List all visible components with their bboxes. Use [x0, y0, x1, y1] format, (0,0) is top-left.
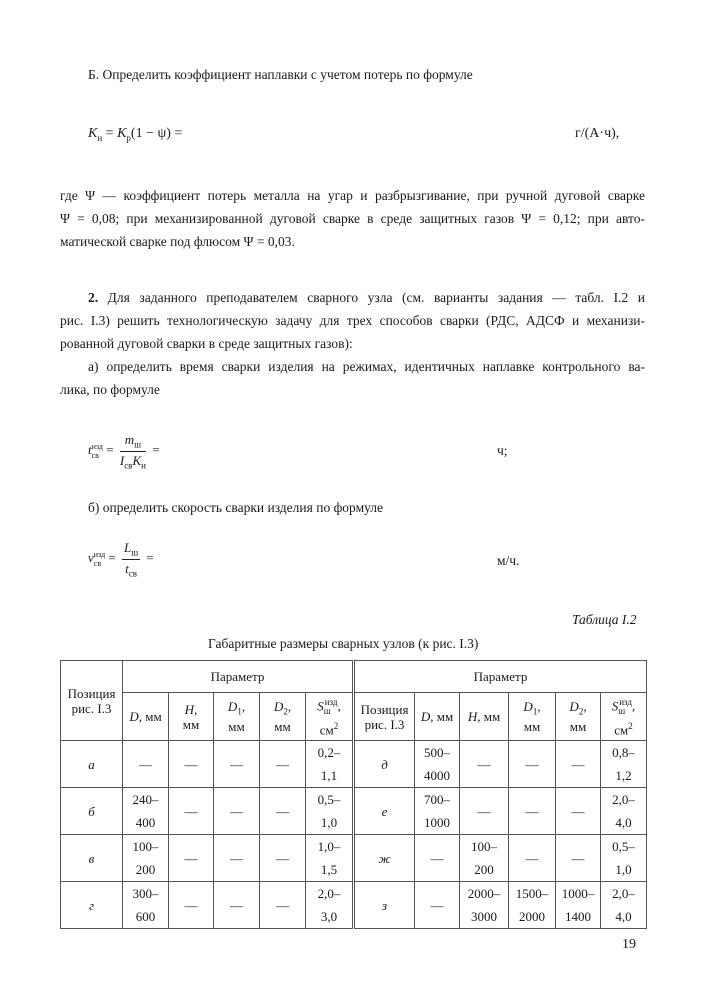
value-cell-h — [460, 882, 509, 929]
formula-symbol: I — [119, 452, 125, 468]
value-cell-d1 — [509, 882, 556, 929]
cell-line: — — [184, 803, 198, 819]
cell-line: 1,0– — [317, 839, 341, 854]
col-header-d2: $D_2$, мм — [260, 693, 306, 741]
cell-line: — — [184, 756, 198, 772]
cell-line: — — [230, 850, 243, 866]
value-cell-h — [169, 788, 214, 835]
cell-line: — — [276, 850, 289, 866]
position-cell: з — [354, 882, 415, 929]
formula-equals: = — [152, 442, 160, 458]
task-2-paragraph — [60, 286, 645, 401]
cell-line: 2,0– — [317, 886, 341, 901]
paragraph-line: Ψ = 0,08; при механизированной дуговой сварке в среде защитных газов Ψ = 0,12; при авто- — [60, 211, 645, 226]
cell-line: 2,0– — [612, 792, 635, 807]
formula-symbol: K — [117, 126, 127, 141]
formula-superscript: изд — [93, 550, 106, 560]
paragraph-text: Для заданного преподавателем сварного узла (см. варианты задания — табл. I.2 и — [98, 290, 645, 305]
cell-line: 100– — [471, 839, 497, 854]
formula-subscript: ш — [131, 547, 139, 558]
cell-line: 500– — [424, 745, 450, 760]
cell-line: — — [230, 803, 243, 819]
value-cell-d2 — [260, 835, 306, 882]
value-cell-h — [169, 882, 214, 929]
dimensions-table — [60, 660, 647, 929]
position-header: Позиция рис. I.3 — [354, 693, 415, 741]
cell-line: 400 — [135, 815, 156, 830]
formula-unit: ч; — [497, 443, 508, 458]
value-cell-s — [601, 788, 647, 835]
cell-line: 4,0 — [615, 909, 632, 924]
value-cell-h — [460, 741, 509, 788]
formula-subscript: св — [128, 568, 138, 579]
col-header-s: $S_ш^{изд}$, $см^2$ — [601, 693, 647, 741]
formula-equals: = — [146, 550, 154, 566]
cell-line: 3000 — [471, 909, 497, 924]
cell-line: — — [571, 850, 585, 866]
cell-line: 0,2– — [317, 745, 341, 760]
cell-line: 0,5– — [317, 792, 341, 807]
cell-line: 1,1 — [320, 768, 338, 783]
formula-symbol: v — [88, 550, 94, 566]
formula-unit: м/ч. — [497, 553, 520, 568]
cell-line: — — [525, 850, 539, 866]
parameter-group-header: Параметр — [354, 661, 647, 693]
table-subheader-row — [61, 693, 647, 741]
formula-subscript: св — [91, 451, 99, 461]
paragraph-line — [60, 286, 645, 309]
value-cell-d2 — [260, 741, 306, 788]
cell-line: 2000– — [467, 886, 501, 901]
col-header-d2: $D_2$, мм — [556, 693, 601, 741]
paragraph-line: лика, по формуле — [60, 382, 160, 397]
value-cell-d2 — [556, 882, 601, 929]
value-cell-s — [306, 835, 354, 882]
cell-line: 1,0 — [615, 862, 632, 877]
value-cell-s — [601, 882, 647, 929]
cell-line: 240– — [132, 792, 159, 807]
cell-line: — — [230, 756, 243, 772]
cell-line: 1500– — [515, 886, 549, 901]
formula-deposition-coefficient: $K_н = K_р(1 - \psi)$ = — [88, 126, 183, 143]
cell-line: 1,2 — [615, 768, 632, 783]
formula-symbol: t — [88, 442, 92, 458]
col-header-h: H, мм — [169, 693, 214, 741]
value-cell-d — [123, 741, 169, 788]
formula-symbol: K — [88, 126, 98, 141]
value-cell-d2 — [556, 788, 601, 835]
value-cell-d1 — [214, 741, 260, 788]
cell-line: — — [571, 803, 585, 819]
paragraph-line: рис. I.3) решить технологическую задачу для трех способов сварки (РДС, АДСФ и механизи- — [60, 313, 645, 328]
cell-line: — — [525, 756, 539, 772]
value-cell-h — [460, 835, 509, 882]
fraction — [120, 432, 146, 470]
value-cell-d1 — [509, 741, 556, 788]
position-cell: а — [61, 741, 123, 788]
formula-unit: г/(А·ч), — [575, 126, 620, 141]
cell-line: 4,0 — [615, 815, 632, 830]
formula-superscript: изд — [91, 442, 103, 452]
position-header: Позиция рис. I.3 — [61, 661, 123, 741]
section-b-heading: Б. Определить коэффициент наплавки с учетом потерь по формуле — [88, 67, 473, 82]
value-cell-h — [169, 835, 214, 882]
cell-line: 200 — [135, 862, 156, 877]
formula-subscript: ш — [134, 439, 142, 450]
table-title: Габаритные размеры сварных узлов (к рис. I.3) — [208, 636, 479, 651]
cell-line: — — [184, 897, 198, 913]
col-header-d1: $D_1$, мм — [509, 693, 556, 741]
value-cell-d — [123, 788, 169, 835]
loss-coefficient-paragraph — [60, 184, 645, 253]
cell-line: 1400 — [565, 909, 591, 924]
value-cell-d1 — [214, 835, 260, 882]
value-cell-d — [123, 835, 169, 882]
value-cell-s — [306, 882, 354, 929]
value-cell-s — [601, 741, 647, 788]
value-cell-d — [415, 835, 460, 882]
col-header-s: $S_ш^{изд}$, $см^2$ — [306, 693, 354, 741]
cell-line: — — [276, 756, 289, 772]
formula-symbol: m — [124, 432, 135, 447]
table-row — [61, 788, 647, 835]
formula-subscript: р — [126, 132, 131, 143]
cell-line: 2,0– — [612, 886, 635, 901]
formula-symbol: K — [132, 452, 142, 468]
value-cell-d1 — [509, 835, 556, 882]
table-header-row — [61, 661, 647, 693]
cell-line: — — [139, 756, 152, 772]
position-cell: в — [61, 835, 123, 882]
cell-line: — — [571, 756, 585, 772]
value-cell-d — [415, 741, 460, 788]
value-cell-h — [169, 741, 214, 788]
position-cell: е — [354, 788, 415, 835]
table-row — [61, 882, 647, 929]
cell-line: — — [230, 897, 243, 913]
cell-line: 1,5 — [320, 862, 338, 877]
cell-line: 0,5– — [612, 839, 635, 854]
position-cell: г — [61, 882, 123, 929]
cell-line: — — [477, 803, 491, 819]
paragraph-line: матической сварке под флюсом Ψ = 0,03. — [60, 234, 295, 249]
value-cell-d1 — [214, 882, 260, 929]
value-cell-d2 — [260, 788, 306, 835]
position-cell: б — [61, 788, 123, 835]
task-number: 2. — [88, 290, 99, 305]
formula-subscript: н — [97, 132, 103, 143]
value-cell-s — [306, 788, 354, 835]
cell-line: 600 — [135, 909, 156, 924]
formula-welding-speed: v изд св = $\frac{L_ш}{t_{св}}$ = — [88, 540, 154, 579]
value-cell-d2 — [556, 835, 601, 882]
cell-line: 700– — [424, 792, 450, 807]
cell-line: 0,8– — [612, 745, 635, 760]
table-row — [61, 741, 647, 788]
cell-line: 2000 — [519, 909, 545, 924]
item-b-text: б) определить скорость сварки изделия по формуле — [88, 500, 384, 515]
col-header-d: D, мм — [123, 693, 169, 741]
table-label: Таблица I.2 — [572, 612, 637, 627]
cell-line: 100– — [132, 839, 159, 854]
col-header-d1: $D_1$, мм — [214, 693, 260, 741]
cell-line: 200 — [474, 862, 494, 877]
value-cell-d1 — [509, 788, 556, 835]
cell-line: — — [276, 803, 289, 819]
cell-line: — — [477, 756, 491, 772]
formula-subscript: св — [124, 460, 133, 471]
cell-line: 300– — [132, 886, 159, 901]
cell-line: 1000 — [424, 815, 450, 830]
cell-line: — — [276, 897, 289, 913]
value-cell-d1 — [214, 788, 260, 835]
parameter-group-header: Параметр — [123, 661, 354, 693]
position-cell: д — [354, 741, 415, 788]
formula-tail: (1 − ψ) = — [130, 126, 183, 141]
formula-subscript: н — [141, 460, 146, 471]
value-cell-d2 — [556, 741, 601, 788]
cell-line: — — [430, 850, 444, 866]
value-cell-s — [306, 741, 354, 788]
formula-symbol: L — [124, 540, 132, 555]
col-header-h: H, мм — [460, 693, 509, 741]
page-number: 19 — [622, 937, 636, 952]
paragraph-line: а) определить время сварки изделия на режимах, идентичных наплавке контрольного ва- — [88, 359, 645, 374]
value-cell-h — [460, 788, 509, 835]
table-row — [61, 835, 647, 882]
cell-line: 1000– — [561, 886, 595, 901]
formula-symbol: t — [125, 560, 129, 576]
col-header-d: D, мм — [415, 693, 460, 741]
value-cell-d2 — [260, 882, 306, 929]
value-cell-d — [123, 882, 169, 929]
formula-welding-time: t изд св = $\frac{m_ш}{I_{св}K_н}$ = — [88, 432, 160, 471]
formula-subscript: св — [93, 559, 102, 569]
value-cell-s — [601, 835, 647, 882]
cell-line: — — [430, 897, 444, 913]
value-cell-d — [415, 882, 460, 929]
cell-line: 1,0 — [320, 815, 338, 830]
cell-line: 4000 — [424, 768, 450, 783]
cell-line: 3,0 — [320, 909, 338, 924]
paragraph-line: где Ψ — коэффициент потерь металла на угар и разбрызгивание, при ручной дуговой сварке — [60, 188, 645, 203]
paragraph-line: рованной дуговой сварки в среде защитных газов): — [60, 336, 353, 351]
fraction — [122, 540, 140, 578]
position-cell: ж — [354, 835, 415, 882]
cell-line: — — [184, 850, 198, 866]
value-cell-d — [415, 788, 460, 835]
cell-line: — — [525, 803, 539, 819]
